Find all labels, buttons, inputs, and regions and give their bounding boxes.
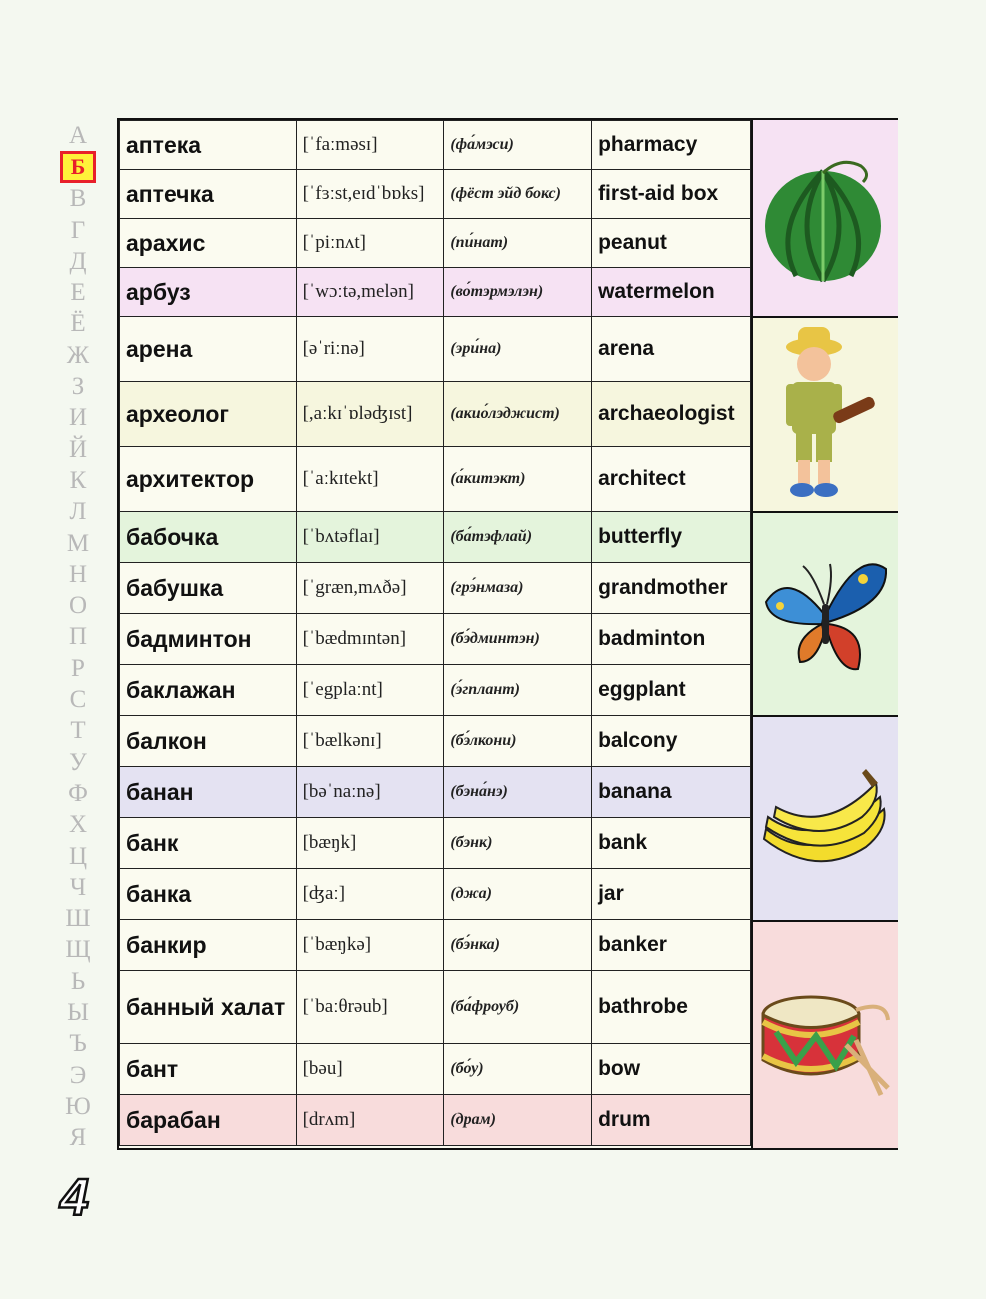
russian-word: аптечка	[120, 170, 297, 219]
transcription: [bəˈnaːnə]	[296, 767, 444, 818]
alphabet-letter[interactable]: Г	[70, 216, 86, 244]
alphabet-letter[interactable]: М	[66, 529, 90, 557]
alphabet-letter[interactable]: С	[69, 686, 87, 714]
english-word: architect	[592, 447, 751, 512]
english-word: balcony	[592, 716, 751, 767]
russian-word: банк	[120, 818, 297, 869]
russian-reading: (грэ́нмаза)	[444, 563, 592, 614]
alphabet-letter[interactable]: Ч	[69, 873, 87, 901]
table-row	[120, 382, 751, 447]
english-word: peanut	[592, 219, 751, 268]
russian-reading: (а́китэкт)	[444, 447, 592, 512]
alphabet-letter[interactable]: Ы	[67, 999, 89, 1027]
banana-icon	[756, 759, 896, 879]
russian-word: бабушка	[120, 563, 297, 614]
transcription: [ˈbædmɪntən]	[296, 614, 444, 665]
archaeologist-picture	[753, 318, 898, 513]
russian-reading: (джа)	[444, 869, 592, 920]
alphabet-letter[interactable]: Щ	[65, 936, 91, 964]
russian-word: банка	[120, 869, 297, 920]
watermelon-icon	[761, 148, 891, 288]
table-row	[120, 170, 751, 219]
transcription: [ˈbælkənɪ]	[296, 716, 444, 767]
banana-picture	[753, 717, 898, 922]
russian-reading: (драм)	[444, 1095, 592, 1146]
russian-word: балкон	[120, 716, 297, 767]
table-row	[120, 971, 751, 1044]
alphabet-letter[interactable]: Л	[69, 498, 87, 526]
alphabet-letter[interactable]: А	[68, 122, 88, 149]
table-row	[120, 563, 751, 614]
english-word: bathrobe	[592, 971, 751, 1044]
alphabet-letter[interactable]: Ц	[68, 842, 88, 870]
russian-word: бабочка	[120, 512, 297, 563]
russian-word: банкир	[120, 920, 297, 971]
table-row	[120, 1044, 751, 1095]
english-word: badminton	[592, 614, 751, 665]
english-word: bow	[592, 1044, 751, 1095]
butterfly-picture	[753, 513, 898, 717]
alphabet-letter[interactable]: Х	[68, 811, 88, 839]
table-row	[120, 818, 751, 869]
russian-word: бадминтон	[120, 614, 297, 665]
transcription: [ˈfaːməsɪ]	[296, 121, 444, 170]
transcription: [ˈegplaːnt]	[296, 665, 444, 716]
russian-reading: (бэ́нка)	[444, 920, 592, 971]
alphabet-index	[58, 120, 98, 1154]
russian-word: арбуз	[120, 268, 297, 317]
table-row	[120, 512, 751, 563]
russian-reading: (э́гплант)	[444, 665, 592, 716]
table-row	[120, 121, 751, 170]
table-row	[120, 716, 751, 767]
transcription: [əˈriːnə]	[296, 317, 444, 382]
table-row	[120, 920, 751, 971]
picture-column	[751, 120, 898, 1148]
table-row	[120, 317, 751, 382]
english-word: watermelon	[592, 268, 751, 317]
alphabet-letter[interactable]: Д	[69, 247, 87, 275]
transcription: [ˈbʌtəflaɪ]	[296, 512, 444, 563]
transcription: [ˈpiːnʌt]	[296, 219, 444, 268]
drum-icon	[756, 970, 896, 1100]
alphabet-letter[interactable]: Н	[68, 560, 88, 588]
russian-reading: (бэ́дминтэн)	[444, 614, 592, 665]
english-word: pharmacy	[592, 121, 751, 170]
russian-reading: (бэна́нэ)	[444, 767, 592, 818]
transcription: [ʤaː]	[296, 869, 444, 920]
alphabet-letter[interactable]: Р	[71, 654, 85, 682]
drum-picture	[753, 922, 898, 1148]
transcription: [ˈfɜːst,eɪdˈbɒks]	[296, 170, 444, 219]
russian-reading: (ба́фроуб)	[444, 971, 592, 1044]
transcription: [ˈbaːθrəub]	[296, 971, 444, 1044]
alphabet-letter[interactable]: Ю	[65, 1092, 91, 1120]
transcription: [drʌm]	[296, 1095, 444, 1146]
transcription: [ˈbæŋkə]	[296, 920, 444, 971]
alphabet-letter[interactable]: Ш	[65, 905, 91, 933]
page-number: 4	[60, 1169, 89, 1227]
table-row	[120, 665, 751, 716]
russian-word: банный халат	[120, 971, 297, 1044]
english-word: drum	[592, 1095, 751, 1146]
transcription: [ˈgræn,mʌðə]	[296, 563, 444, 614]
vocabulary-table	[117, 118, 898, 1150]
russian-reading: (акио́лэджист)	[444, 382, 592, 447]
alphabet-letter[interactable]: П	[68, 623, 88, 651]
archaeologist-icon	[766, 322, 886, 507]
alphabet-letter[interactable]: Ё	[70, 310, 86, 338]
alphabet-letter[interactable]: Э	[69, 1061, 87, 1089]
alphabet-letter[interactable]: Й	[68, 435, 88, 463]
alphabet-letter[interactable]: И	[68, 404, 88, 432]
russian-reading: (во́тэрмэлэн)	[444, 268, 592, 317]
russian-reading: (фёст эйд бокс)	[444, 170, 592, 219]
russian-word: аптека	[120, 121, 297, 170]
word-table	[119, 120, 751, 1146]
table-row	[120, 767, 751, 818]
english-word: archaeologist	[592, 382, 751, 447]
russian-word: баклажан	[120, 665, 297, 716]
russian-word: арахис	[120, 219, 297, 268]
english-word: first-aid box	[592, 170, 751, 219]
transcription: [bəu]	[296, 1044, 444, 1095]
transcription: [,aːkɪˈɒləʤɪst]	[296, 382, 444, 447]
alphabet-letter[interactable]: К	[69, 466, 87, 494]
alphabet-letter[interactable]: Е	[70, 279, 86, 307]
transcription: [bæŋk]	[296, 818, 444, 869]
english-word: bank	[592, 818, 751, 869]
alphabet-letter[interactable]: Ь	[70, 967, 86, 995]
russian-word: архитектор	[120, 447, 297, 512]
table-row	[120, 219, 751, 268]
alphabet-letter[interactable]: Т	[70, 717, 86, 745]
table-row	[120, 869, 751, 920]
butterfly-icon	[758, 544, 893, 684]
table-row	[120, 1095, 751, 1146]
russian-reading: (бэ́лкони)	[444, 716, 592, 767]
english-word: banana	[592, 767, 751, 818]
alphabet-letter[interactable]: О	[68, 592, 88, 620]
watermelon-picture	[753, 120, 898, 318]
english-word: jar	[592, 869, 751, 920]
alphabet-letter[interactable]: У	[69, 748, 87, 776]
alphabet-letter[interactable]: Ф	[68, 779, 88, 807]
alphabet-letter[interactable]: Ъ	[69, 1030, 87, 1058]
transcription: [ˈwɔːtə,melən]	[296, 268, 444, 317]
table-row	[120, 447, 751, 512]
russian-word: арена	[120, 317, 297, 382]
table-row	[120, 614, 751, 665]
russian-word: банан	[120, 767, 297, 818]
alphabet-letter[interactable]: Ж	[66, 341, 90, 369]
english-word: butterfly	[592, 512, 751, 563]
russian-reading: (эри́на)	[444, 317, 592, 382]
russian-reading: (пи́нат)	[444, 219, 592, 268]
table-row	[120, 268, 751, 317]
russian-word: барабан	[120, 1095, 297, 1146]
english-word: grandmother	[592, 563, 751, 614]
english-word: arena	[592, 317, 751, 382]
russian-reading: (бэнк)	[444, 818, 592, 869]
alphabet-letter[interactable]: Я	[69, 1124, 87, 1152]
english-word: eggplant	[592, 665, 751, 716]
alphabet-letter[interactable]: В	[69, 185, 87, 213]
alphabet-letter[interactable]: Б	[60, 151, 96, 183]
english-word: banker	[592, 920, 751, 971]
transcription: [ˈaːkɪtekt]	[296, 447, 444, 512]
russian-word: бант	[120, 1044, 297, 1095]
alphabet-letter[interactable]: З	[71, 373, 85, 401]
russian-reading: (ба́тэфлай)	[444, 512, 592, 563]
russian-reading: (фа́мэси)	[444, 121, 592, 170]
russian-word: археолог	[120, 382, 297, 447]
russian-reading: (бо́у)	[444, 1044, 592, 1095]
